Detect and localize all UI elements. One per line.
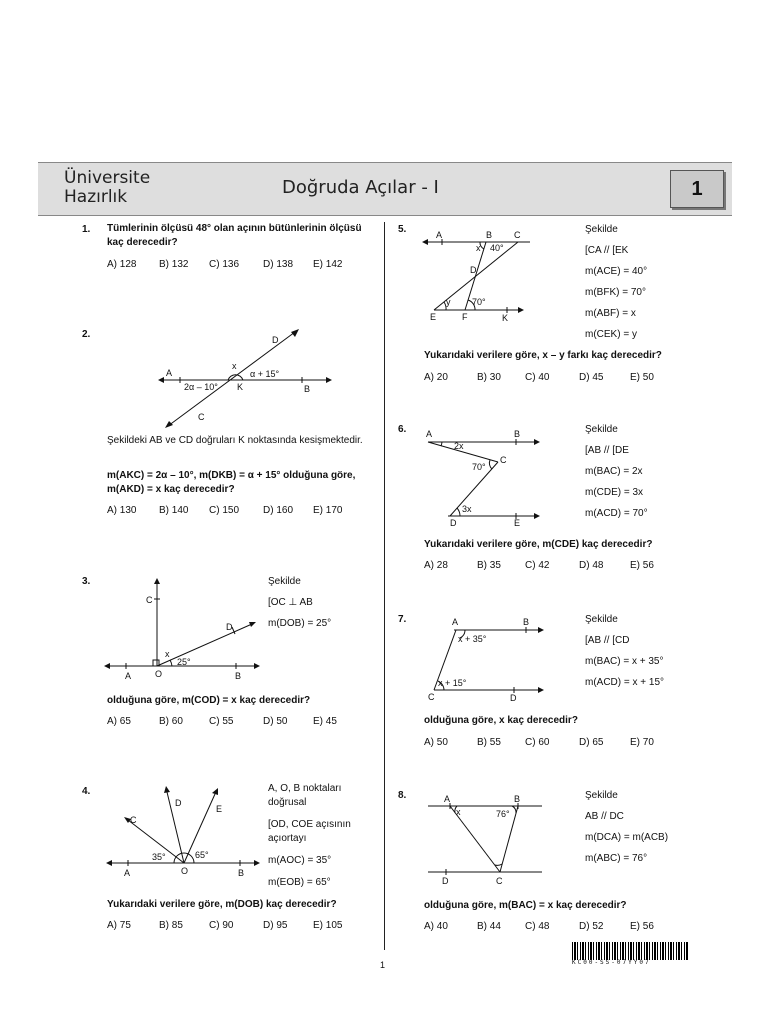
column-divider: [384, 222, 385, 950]
q5-label-d: D: [470, 265, 477, 275]
q3-options: [107, 716, 337, 727]
q3-label-o: O: [155, 669, 163, 679]
info-line: açıortayı: [268, 833, 307, 844]
q6-figure: [420, 426, 550, 530]
q8-label-x: x: [456, 807, 461, 817]
q5-figure: [420, 224, 540, 328]
q2-label-a: A: [166, 368, 173, 378]
q5-label-x: x: [476, 243, 481, 253]
option[interactable]: B) 55: [477, 737, 501, 748]
q7-info: [585, 609, 664, 693]
option[interactable]: D) 45: [579, 372, 604, 383]
q4-label-a: A: [124, 868, 131, 878]
q4-label-e: E: [216, 804, 223, 814]
brand: [64, 169, 150, 207]
option[interactable]: D) 160: [263, 505, 294, 516]
info-line: A, O, B noktaları: [268, 783, 342, 794]
q7-number: 7.: [398, 614, 407, 625]
brand-line-2: Hazırlık: [64, 187, 128, 207]
option[interactable]: E) 105: [313, 920, 343, 931]
q1-number: 1.: [82, 224, 91, 235]
q5-angle-1: 40°: [490, 243, 504, 253]
option[interactable]: E) 56: [630, 921, 654, 932]
q7-angle-1: x + 35°: [458, 634, 487, 644]
q7-label-c: C: [428, 692, 435, 702]
q2-text: Şekildeki AB ve CD doğruları K noktasında kesişmektedir.: [107, 435, 363, 446]
q2-label-x: x: [232, 361, 237, 371]
q8-angle: 76°: [496, 809, 510, 819]
option[interactable]: B) 132: [159, 259, 189, 270]
q6-angle-3: 3x: [462, 504, 472, 514]
q7-label-d: D: [510, 693, 517, 703]
option[interactable]: A) 20: [424, 372, 448, 383]
q5-label-a: A: [436, 230, 443, 240]
option[interactable]: D) 48: [579, 560, 604, 571]
q6-label-c: C: [500, 455, 507, 465]
q5-label-c: C: [514, 230, 521, 240]
barcode: [572, 942, 688, 960]
option[interactable]: A) 128: [107, 259, 137, 270]
q5-label-k: K: [502, 313, 509, 323]
option[interactable]: C) 40: [525, 372, 550, 383]
barcode-text: KC00-SS-07YY07: [572, 959, 651, 966]
option[interactable]: C) 60: [525, 737, 550, 748]
q3-info: [268, 571, 331, 634]
q2-angle-1: 2α – 10°: [184, 382, 218, 392]
info-line: [OC ⊥ AB: [268, 597, 313, 608]
option[interactable]: E) 45: [313, 716, 337, 727]
q8-label-b: B: [514, 794, 521, 804]
q3-number: 3.: [82, 576, 91, 587]
option[interactable]: B) 44: [477, 921, 501, 932]
q6-label-e: E: [514, 518, 521, 528]
info-line: m(ACE) = 40°: [585, 266, 648, 277]
option[interactable]: D) 65: [579, 737, 604, 748]
brand-line-1: Üniversite: [64, 168, 151, 188]
info-line: Şekilde: [585, 424, 618, 435]
q8-label-c: C: [496, 876, 503, 886]
option[interactable]: C) 136: [209, 259, 240, 270]
q5-angle-2: 70°: [472, 297, 486, 307]
info-line: m(EOB) = 65°: [268, 877, 331, 888]
option[interactable]: C) 90: [209, 920, 234, 931]
q8-figure: [420, 792, 550, 890]
q7-question: olduğuna göre, x kaç derecedir?: [424, 715, 578, 726]
q5-label-e: E: [430, 312, 437, 322]
q4-label-b: B: [238, 868, 245, 878]
info-line: m(ABC) = 76°: [585, 853, 648, 864]
info-line: m(DCA) = m(ACB): [585, 832, 669, 843]
q6-options: [424, 560, 654, 571]
q3-label-x: x: [165, 649, 170, 659]
q5-label-b: B: [486, 230, 493, 240]
q2-options: [107, 505, 342, 516]
q6-question: Yukarıdaki verilere göre, m(CDE) kaç derecedir?: [424, 539, 653, 550]
option[interactable]: E) 56: [630, 560, 654, 571]
q8-info: [585, 785, 668, 869]
option[interactable]: E) 170: [313, 505, 343, 516]
option[interactable]: A) 28: [424, 560, 448, 571]
test-number-badge: 1: [670, 170, 724, 208]
info-line: m(ABF) = x: [585, 308, 636, 319]
info-line: Şekilde: [585, 790, 618, 801]
option[interactable]: C) 48: [525, 921, 550, 932]
q4-info: [268, 782, 378, 890]
info-line: [AB // [CD: [585, 635, 630, 646]
info-line: m(DOB) = 25°: [268, 618, 332, 629]
option[interactable]: C) 42: [525, 560, 550, 571]
q8-options: [424, 921, 654, 932]
q3-label-b: B: [235, 671, 242, 681]
q2-angle-2: α + 15°: [250, 369, 280, 379]
q4-angle-2: 65°: [195, 850, 209, 860]
q5-info: [585, 219, 647, 345]
q8-number: 8.: [398, 790, 407, 801]
q6-angle-1: 2x: [454, 441, 464, 451]
info-line: Şekilde: [585, 224, 618, 235]
option[interactable]: B) 35: [477, 560, 501, 571]
q7-label-b: B: [523, 617, 530, 627]
info-line: [OD, COE açısının: [268, 819, 351, 830]
q3-angle: 25°: [177, 657, 191, 667]
option[interactable]: E) 70: [630, 737, 654, 748]
q5-label-y: y: [446, 297, 451, 307]
header-bar: [38, 162, 732, 216]
q5-options: [424, 372, 654, 383]
q4-label-c: C: [130, 815, 137, 825]
q6-angle-2: 70°: [472, 462, 486, 472]
q7-figure: [410, 614, 550, 706]
option[interactable]: B) 30: [477, 372, 501, 383]
page-number: 1: [380, 960, 386, 970]
info-line: m(AOC) = 35°: [268, 855, 332, 866]
q3-label-a: A: [125, 671, 132, 681]
info-line: m(ACD) = x + 15°: [585, 677, 665, 688]
option[interactable]: A) 130: [107, 505, 137, 516]
option[interactable]: D) 95: [263, 920, 288, 931]
q1-text: Tümlerinin ölçüsü 48° olan açının bütünlerinin ölçüsü kaç derecedir?: [107, 223, 362, 248]
q6-label-b: B: [514, 429, 521, 439]
option[interactable]: E) 50: [630, 372, 654, 383]
option[interactable]: A) 50: [424, 737, 448, 748]
q6-number: 6.: [398, 424, 407, 435]
q6-label-a: A: [426, 429, 433, 439]
option[interactable]: D) 50: [263, 716, 288, 727]
q4-label-d: D: [175, 798, 182, 808]
q4-label-o: O: [181, 866, 189, 876]
q7-angle-2: x + 15°: [438, 678, 467, 688]
info-line: m(ACD) = 70°: [585, 508, 648, 519]
info-line: Şekilde: [585, 614, 618, 625]
option[interactable]: B) 60: [159, 716, 183, 727]
q5-question: Yukarıdaki verilere göre, x – y farkı kaç derecedir?: [424, 350, 662, 361]
info-line: m(CEK) = y: [585, 329, 637, 340]
q3-label-d: D: [226, 622, 233, 632]
option[interactable]: A) 75: [107, 920, 131, 931]
info-line: Şekilde: [268, 576, 301, 587]
option[interactable]: A) 40: [424, 921, 448, 932]
info-line: AB // DC: [585, 811, 624, 822]
q2-label-b: B: [304, 384, 311, 394]
q4-number: 4.: [82, 786, 91, 797]
q8-label-a: A: [444, 794, 451, 804]
info-line: m(BAC) = x + 35°: [585, 656, 664, 667]
option[interactable]: C) 55: [209, 716, 234, 727]
option[interactable]: D) 138: [263, 259, 294, 270]
q2-label-k: K: [237, 382, 244, 392]
q2-figure: [150, 328, 350, 430]
q2-question: m(AKC) = 2α – 10°, m(DKB) = α + 15° olduğuna göre, m(AKD) = x kaç derecedir?: [107, 470, 356, 495]
option[interactable]: B) 140: [159, 505, 189, 516]
option[interactable]: A) 65: [107, 716, 131, 727]
q4-question: Yukarıdaki verilere göre, m(DOB) kaç derecedir?: [107, 899, 337, 910]
q4-angle-1: 35°: [152, 852, 166, 862]
q2-label-c: C: [198, 412, 205, 422]
q4-options: [107, 920, 342, 931]
option[interactable]: E) 142: [313, 259, 343, 270]
q2-label-d: D: [272, 335, 279, 345]
q8-label-d: D: [442, 876, 449, 886]
q6-label-d: D: [450, 518, 457, 528]
q5-label-f: F: [462, 312, 468, 322]
page-title: Doğruda Açılar - I: [282, 177, 439, 198]
info-line: m(CDE) = 3x: [585, 487, 644, 498]
q7-options: [424, 737, 654, 748]
q3-question: olduğuna göre, m(COD) = x kaç derecedir?: [107, 695, 311, 706]
q3-figure: [104, 574, 264, 686]
option[interactable]: C) 150: [209, 505, 240, 516]
q3-label-c: C: [146, 595, 153, 605]
info-line: [AB // [DE: [585, 445, 629, 456]
info-line: [CA // [EK: [585, 245, 629, 256]
q1-options: [107, 259, 342, 270]
info-line: m(BFK) = 70°: [585, 287, 646, 298]
q5-number: 5.: [398, 224, 407, 235]
q8-question: olduğuna göre, m(BAC) = x kaç derecedir?: [424, 900, 627, 911]
option[interactable]: D) 52: [579, 921, 604, 932]
info-line: m(BAC) = 2x: [585, 466, 643, 477]
option[interactable]: B) 85: [159, 920, 183, 931]
info-line: doğrusal: [268, 797, 307, 808]
q7-label-a: A: [452, 617, 459, 627]
q6-info: [585, 419, 648, 524]
q2-number: 2.: [82, 329, 91, 340]
q4-figure: [104, 780, 264, 880]
